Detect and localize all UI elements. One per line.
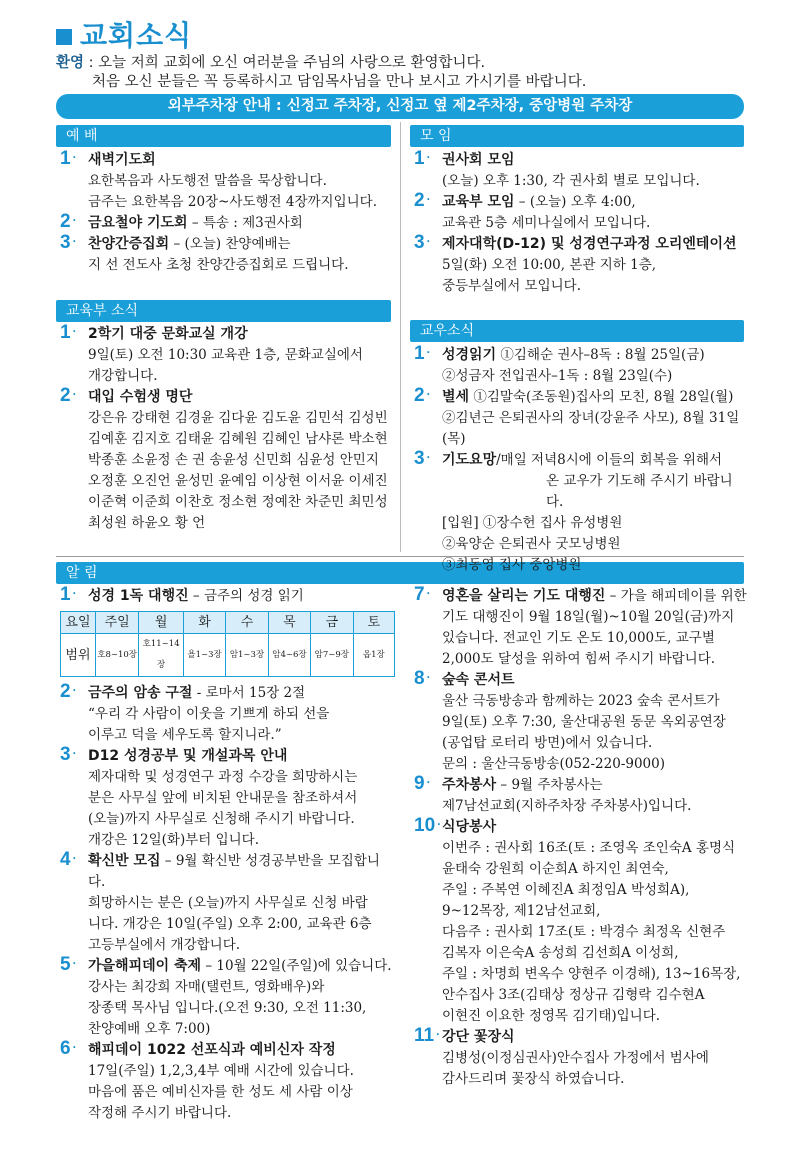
item-heading-line [88, 683, 395, 704]
meeting-item [414, 192, 744, 234]
schedule-day-cell: 금 [311, 612, 353, 634]
item-heading-line [442, 450, 744, 471]
item-line: 김복자 이은숙A 송성희 김선희A 이성희, [442, 945, 679, 961]
item-heading-line [88, 586, 395, 607]
worship-item [60, 213, 395, 234]
item-line: (오늘)까지 사무실로 신청해 주시기 바랍니다. [88, 811, 355, 827]
item-heading: 해피데이 1022 선포식과 예비신자 작정 [88, 1042, 336, 1058]
schedule-range-cell: 암4~6장 [268, 634, 310, 677]
item-line: 이번주 : 권사회 16조(토 : 조영옥 조인숙A 홍명식 [442, 840, 736, 856]
item-heading-rest: – 특송 : 제3권사회 [187, 215, 303, 231]
item-line: 찬양예배 오후 7:00) [88, 1021, 211, 1037]
schedule-range-cell: 욜1~3장 [183, 634, 225, 677]
worship-item [60, 150, 395, 213]
item-line: 니다. 개강은 10일(주일) 오후 2:00, 교육관 6층 [88, 916, 372, 932]
section-header-edu: 교육부 소식 [56, 300, 391, 322]
notice-item [414, 817, 749, 1027]
item-heading-line [88, 956, 395, 977]
item-heading-rest: ①김말숙(조동원)집사의 모친, 8월 28일(월) [469, 389, 734, 405]
item-heading-rest: /매일 저녁8시에 이들의 회복을 위해서 [496, 452, 723, 468]
item-heading-line [442, 150, 744, 171]
item-heading: 제자대학(D-12) 및 성경연구과정 오리엔테이션 [442, 236, 737, 252]
item-heading: 주차봉사 [442, 777, 497, 793]
item-heading-rest: – 9월 확신반 성경공부반을 모집합니다. [88, 853, 380, 890]
item-line: 17일(주일) 1,2,3,4부 예배 시간에 있습니다. [88, 1063, 354, 1079]
item-number: 1 · [414, 148, 431, 171]
item-line: 울산 극동방송과 함께하는 2023 숲속 콘서트가 [442, 693, 720, 709]
page-title: 교회소식 [56, 14, 192, 54]
item-number: 1 · [60, 148, 77, 171]
welcome-message [56, 54, 586, 92]
schedule-day-cell: 주일 [95, 612, 138, 634]
section-header-meeting: 모 임 [410, 125, 744, 147]
schedule-day-cell: 수 [226, 612, 268, 634]
notice-item [60, 586, 395, 607]
item-heading: 성경읽기 [442, 347, 497, 363]
item-line: 장종택 목사님 입니다.(오전 9:30, 오전 11:30, [88, 1000, 367, 1016]
item-line: 분은 사무실 앞에 비치된 안내문을 참조하셔서 [88, 790, 358, 806]
item-line: 강은유 강태현 김경윤 김다윤 김도윤 김민석 김성빈 [88, 410, 388, 426]
item-line: ③최동영 집사 중앙병원 [442, 557, 582, 573]
item-heading: 강단 꽃장식 [442, 1029, 515, 1045]
meeting-item [414, 234, 744, 297]
item-line: (공업탑 로터리 방면)에서 있습니다. [442, 735, 653, 751]
column-divider [400, 122, 401, 552]
item-line: 개강합니다. [88, 368, 158, 384]
item-heading: 대입 수험생 명단 [88, 389, 193, 405]
title-square-icon [56, 29, 72, 45]
alumni-item [414, 450, 744, 576]
schedule-day-cell: 화 [183, 612, 225, 634]
item-number: 5 · [60, 954, 77, 977]
schedule-range-cell: 옵1장 [353, 634, 394, 677]
schedule-range-cell: 암1~3장 [226, 634, 268, 677]
notice-item [60, 1040, 395, 1124]
item-heading-line [442, 817, 749, 838]
item-line: 주일 : 주복연 이혜진A 최정임A 박성희A), [442, 882, 690, 898]
item-number: 3 · [414, 232, 431, 255]
item-line: 이준혁 이준희 이찬호 정소현 정예찬 차준민 최민성 [88, 494, 388, 510]
item-heading-rest: ①김해순 권사–8독 : 8월 25일(금) [496, 347, 705, 363]
item-heading: 찬양간증집회 [88, 236, 170, 252]
item-line: 강사는 최강희 자매(탤런트, 영화배우)와 [88, 979, 325, 995]
item-heading-rest: – (오늘) 오후 4:00, [514, 194, 636, 210]
item-number: 1 · [414, 343, 431, 366]
item-number: 2 · [60, 211, 77, 234]
item-number: 8 · [414, 668, 431, 691]
item-heading-line [88, 851, 395, 893]
schedule-day-cell: 토 [353, 612, 394, 634]
item-line: 문의 : 울산극동방송(052-220-9000) [442, 756, 666, 772]
item-line: 온 교우가 기도해 주시기 바랍니다. [546, 473, 733, 510]
item-line: 마음에 품은 예비신자를 한 성도 세 사람 이상 [88, 1084, 353, 1100]
item-heading-rest: – 가을 해피데이를 위한 [605, 588, 747, 604]
notice-item [414, 1027, 749, 1090]
welcome-line2: 처음 오신 분들은 꼭 등록하시고 담임목사님을 만나 보시고 가시기를 바랍니다. [92, 74, 587, 90]
item-line: 작정해 주시기 바랍니다. [88, 1105, 232, 1121]
item-line: 다음주 : 권사회 17조(토 : 박경수 최정옥 신현주 [442, 924, 726, 940]
item-heading-line [442, 345, 744, 366]
item-heading: 권사회 모임 [442, 152, 515, 168]
item-line: 고등부실에서 개강합니다. [88, 937, 241, 953]
item-heading: 새벽기도회 [88, 152, 156, 168]
item-line: 9일(토) 오후 7:30, 울산대공원 동문 옥외공연장 [442, 714, 726, 730]
alumni-item [414, 387, 744, 450]
item-line: 이현진 이요한 정영목 김기태)입니다. [442, 1008, 661, 1024]
notice-item [60, 851, 395, 956]
item-heading-rest: – 10월 22일(주일)에 있습니다. [201, 958, 392, 974]
item-line: 9~12목장, 제12남선교회, [442, 903, 601, 919]
item-line: 안수집사 3조(김태상 정상규 김형락 김수현A [442, 987, 705, 1003]
item-line: “우리 각 사람이 이웃을 기쁘게 하되 선을 [88, 706, 330, 722]
item-heading-rest: – 9월 주차봉사는 [496, 777, 603, 793]
item-line: 기도 대행진이 9월 18일(월)~10월 20일(금)까지 [442, 609, 735, 625]
item-number: 3 · [60, 744, 77, 767]
item-number: 7 · [414, 584, 431, 607]
worship-list [60, 150, 395, 276]
notice-item [414, 586, 749, 670]
item-number: 4 · [60, 849, 77, 872]
item-heading-line [88, 387, 395, 408]
item-number: 3 · [60, 232, 77, 255]
item-line: 김병성(이정심권사)안수집사 가정에서 범사에 [442, 1050, 709, 1066]
item-heading-line [442, 1027, 749, 1048]
item-number: 2 · [414, 190, 431, 213]
notice-right-list [414, 586, 749, 1090]
item-heading-rest: - 로마서 15장 2절 [192, 685, 306, 701]
item-line: 김예훈 김지호 김태윤 김혜원 김혜인 남샤론 박소현 [88, 431, 388, 447]
item-line: 있습니다. 전교인 기도 온도 10,000도, 교구별 [442, 630, 715, 646]
item-line: 최성원 하윤오 황 언 [88, 515, 206, 531]
item-heading-line [88, 746, 395, 767]
meeting-item [414, 150, 744, 192]
alumni-item [414, 345, 744, 387]
item-heading-line [88, 1040, 395, 1061]
item-heading-line [442, 775, 749, 796]
item-number: 10 · [414, 815, 441, 838]
item-heading: 영혼을 살리는 기도 대행진 [442, 588, 606, 604]
item-number: 2 · [414, 385, 431, 408]
alumni-list [414, 345, 744, 576]
item-heading-line [442, 192, 744, 213]
meeting-list [414, 150, 744, 297]
item-heading-line [88, 324, 395, 345]
item-heading-line [442, 387, 744, 408]
item-line: 주일 : 차명희 변옥수 양현주 이경해), 13~16목장, [442, 966, 741, 982]
item-line: ②성금자 전입권사–1독 : 8월 23일(수) [442, 368, 673, 384]
item-number: 1 · [60, 322, 77, 345]
item-line: 5일(화) 오전 10:00, 본관 지하 1층, [442, 257, 657, 273]
section-header-notice: 알 림 [56, 562, 744, 584]
item-heading-rest: – (오늘) 찬양예배는 [169, 236, 291, 252]
section-header-alumni: 교우소식 [410, 320, 744, 342]
item-number: 11 · [414, 1025, 440, 1048]
item-line: 박종훈 소윤정 손 권 송윤성 신민희 심윤성 안민지 [88, 452, 379, 468]
item-line: 9일(토) 오전 10:30 교육관 1층, 문화교실에서 [88, 347, 363, 363]
item-heading-line [88, 213, 395, 234]
item-heading-line [88, 234, 395, 255]
item-line: 교육관 5층 세미나실에서 모입니다. [442, 215, 651, 231]
item-heading: 확신반 모집 [88, 853, 161, 869]
item-line: 2,000도 달성을 위하여 힘써 주시기 바랍니다. [442, 651, 716, 667]
item-heading: D12 성경공부 및 개설과목 안내 [88, 748, 288, 764]
item-number: 3 · [414, 448, 431, 471]
item-heading-line [442, 234, 744, 255]
item-number: 6 · [60, 1038, 77, 1061]
item-line: 감사드리며 꽃장식 하였습니다. [442, 1071, 625, 1087]
item-line: ②김년근 은퇴권사의 장녀(강윤주 사모), 8월 31일(목) [442, 410, 740, 447]
notice-item [60, 746, 395, 851]
notice-item [60, 956, 395, 1040]
item-number: 2 · [60, 385, 77, 408]
welcome-line1: : 오늘 저희 교회에 오신 여러분을 주님의 사랑으로 환영합니다. [84, 55, 486, 71]
item-heading: 금요철야 기도회 [88, 215, 188, 231]
item-line: 금주는 요한복음 20장~사도행전 4장까지입니다. [88, 194, 377, 210]
item-heading: 2학기 대중 문화교실 개강 [88, 326, 248, 342]
item-line: 오정훈 오진언 윤성민 윤예임 이상현 이서윤 이세진 [88, 473, 388, 489]
schedule-day-cell: 월 [139, 612, 184, 634]
item-number: 2 · [60, 681, 77, 704]
schedule-day-cell: 목 [268, 612, 310, 634]
item-line: 제7남선교회(지하주차장 주차봉사)입니다. [442, 798, 692, 814]
notice-item [414, 670, 749, 775]
item-line: 개강은 12일(화)부터 입니다. [88, 832, 259, 848]
item-line: 요한복음과 사도행전 말씀을 묵상합니다. [88, 173, 327, 189]
item-line: 윤태숙 강원희 이순희A 하지인 최연숙, [442, 861, 669, 877]
item-heading-line [442, 586, 749, 607]
schedule-range-cell: 범위 [61, 634, 96, 677]
item-heading-line [442, 670, 749, 691]
item-heading: 교육부 모임 [442, 194, 515, 210]
item-heading: 가을해피데이 축제 [88, 958, 202, 974]
item-heading: 기도요망 [442, 452, 497, 468]
notice-left-list [60, 586, 395, 1124]
item-line: ②육양순 은퇴권사 굿모닝병원 [442, 536, 621, 552]
item-heading: 금주의 암송 구절 [88, 685, 193, 701]
item-heading: 숲속 콘서트 [442, 672, 515, 688]
section-header-worship: 예 배 [56, 125, 391, 147]
schedule-day-cell: 요일 [61, 612, 96, 634]
edu-list [60, 324, 395, 534]
welcome-label: 환영 [56, 55, 85, 71]
parking-banner: 외부주차장 안내 : 신정고 주차장, 신정고 옆 제2주차장, 중앙병원 주차장 [56, 94, 744, 119]
schedule-range-cell: 호11~14장 [139, 634, 184, 677]
item-line: 중등부실에서 모입니다. [442, 278, 581, 294]
notice-item [60, 683, 395, 746]
bible-reading-schedule [60, 611, 395, 677]
item-heading: 별세 [442, 389, 470, 405]
item-line: 희망하시는 분은 (오늘)까지 사무실로 신청 바랍 [88, 895, 368, 911]
notice-item [414, 775, 749, 817]
item-heading-line [88, 150, 395, 171]
item-line: 이루고 덕을 세우도록 할지니라.” [88, 727, 282, 743]
item-number: 9 · [414, 773, 431, 796]
schedule-range-cell: 암7~9장 [311, 634, 353, 677]
edu-item [60, 387, 395, 534]
edu-item [60, 324, 395, 387]
item-line: 지 선 전도사 초청 찬양간증집회로 드립니다. [88, 257, 349, 273]
worship-item [60, 234, 395, 276]
item-line: (오늘) 오후 1:30, 각 권사회 별로 모입니다. [442, 173, 700, 189]
item-line: [입원] ①장수헌 집사 유성병원 [442, 515, 623, 531]
item-heading: 식당봉사 [442, 819, 497, 835]
item-number: 1 · [60, 584, 77, 607]
schedule-range-cell: 호8~10장 [95, 634, 138, 677]
item-line: 제자대학 및 성경연구 과정 수강을 희망하시는 [88, 769, 358, 785]
item-heading: 성경 1독 대행진 [88, 588, 189, 604]
item-heading-rest: – 금주의 성경 읽기 [188, 588, 304, 604]
